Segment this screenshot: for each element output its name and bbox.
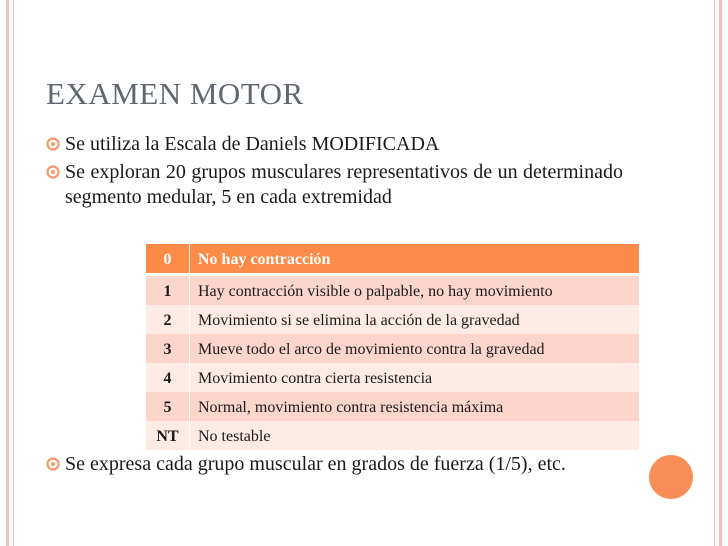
grade-cell: NT [146,421,190,450]
description-cell: Mueve todo el arco de movimiento contra la gravedad [190,334,640,363]
frame-left-outer-line [6,0,9,546]
grade-cell: 3 [146,334,190,363]
grade-cell: 1 [146,275,190,306]
slide-title: EXAMEN MOTOR [46,76,304,111]
table-row [146,305,639,334]
bullet-icon [46,137,60,151]
description-cell: Normal, movimiento contra resistencia máxima [190,392,640,421]
table-row [146,421,639,450]
description-cell: No hay contracción [190,244,640,275]
table-row [146,363,639,392]
orange-circle-icon [649,455,693,499]
description-cell: Hay contracción visible o palpable, no hay movimiento [190,275,640,306]
bullet-text: Se expresa cada grupo muscular en grados de fuerza (1/5), etc. [65,453,566,475]
frame-left-inner-line [13,0,14,546]
description-cell: Movimiento si se elimina la acción de la gravedad [190,305,640,334]
grade-cell: 2 [146,305,190,334]
grade-cell: 4 [146,363,190,392]
frame-right-inner-line [714,0,715,546]
grade-cell: 5 [146,392,190,421]
description-cell: No testable [190,421,640,450]
frame-right-outer-line [719,0,722,546]
table-row [146,275,639,306]
table-row [146,244,639,275]
bullet-icon [46,457,60,471]
bullet-item [46,160,623,210]
table-row [146,392,639,421]
description-cell: Movimiento contra cierta resistencia [190,363,640,392]
grade-cell: 0 [146,244,190,275]
bullet-icon [46,165,60,179]
table-row [146,334,639,363]
bullet-item [46,132,623,157]
daniels-scale-table [146,244,639,450]
bullet-item [46,452,623,477]
bullet-text: Se utiliza la Escala de Daniels MODIFICADA [65,133,440,155]
bullet-text: Se exploran 20 grupos musculares representativos de un determinado segmento medular, 5 en cada extremidad [65,161,623,208]
